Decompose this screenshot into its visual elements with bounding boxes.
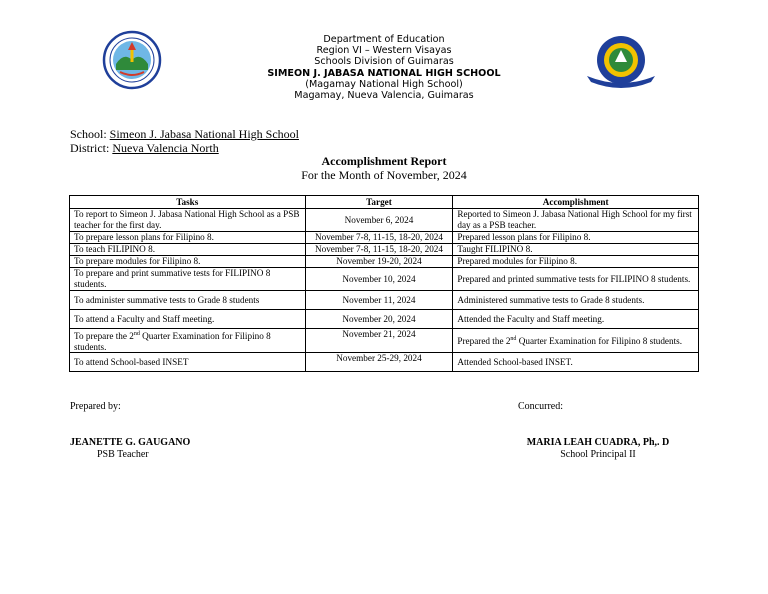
- target-cell: November 21, 2024: [305, 329, 453, 353]
- table-row: [70, 244, 699, 256]
- task-cell: To prepare lesson plans for Filipino 8.: [70, 232, 306, 244]
- accomplishment-cell: Attended School-based INSET.: [453, 353, 699, 372]
- division-seal-logo: [102, 30, 162, 90]
- table-row: [70, 310, 699, 329]
- target-cell: November 10, 2024: [305, 268, 453, 291]
- school-label: School:: [70, 127, 107, 141]
- task-text: To prepare the 2: [74, 331, 134, 342]
- target-cell: November 20, 2024: [305, 310, 453, 329]
- region-line: Region VI – Western Visayas: [316, 45, 452, 57]
- accomplishment-cell: Reported to Simeon J. Jabasa National High School for my first day as a PSB teacher.: [453, 209, 699, 232]
- accomplishment-cell: [453, 329, 699, 353]
- department-line: Department of Education: [323, 34, 445, 45]
- task-cell: To administer summative tests to Grade 8 students: [70, 291, 306, 310]
- task-cell: To teach FILIPINO 8.: [70, 244, 306, 256]
- task-cell: To report to Simeon J. Jabasa National High School as a PSB teacher for the first day.: [70, 209, 306, 232]
- school-line: [70, 128, 299, 142]
- accomplishment-cell: Attended the Faculty and Staff meeting.: [453, 310, 699, 329]
- letterhead: [200, 34, 568, 101]
- target-cell: November 11, 2024: [305, 291, 453, 310]
- district-value: Nueva Valencia North: [112, 140, 219, 155]
- accomplishment-cell: Prepared modules for Filipino 8.: [453, 256, 699, 268]
- acc-text-rest: Quarter Examination for Filipino 8 students.: [516, 336, 683, 347]
- accomplishment-cell: Prepared and printed summative tests for FILIPINO 8 students.: [453, 268, 699, 291]
- school-name: SIMEON J. JABASA NATIONAL HIGH SCHOOL: [267, 67, 501, 79]
- concurred-title: School Principal II: [560, 449, 636, 460]
- header-target: Target: [305, 196, 453, 209]
- concurred-signature: [508, 437, 688, 461]
- target-cell: November 7-8, 11-15, 18-20, 2024: [305, 244, 453, 256]
- header-accomplishment: Accomplishment: [453, 196, 699, 209]
- report-title: Accomplishment Report: [321, 154, 447, 168]
- target-cell: November 25-29, 2024: [305, 353, 453, 372]
- acc-text: Prepared the 2: [457, 336, 511, 347]
- target-cell: November 7-8, 11-15, 18-20, 2024: [305, 232, 453, 244]
- task-text-rest: Quarter Examination for Filipino 8 students.: [74, 331, 271, 352]
- school-value: Simeon J. Jabasa National High School: [109, 127, 299, 141]
- school-info: [70, 128, 299, 155]
- task-sup: nd: [133, 331, 140, 337]
- task-cell: To prepare and print summative tests for FILIPINO 8 students.: [70, 268, 306, 291]
- table-row: [70, 209, 699, 232]
- division-line: Schools Division of Guimaras: [314, 56, 454, 68]
- report-title-block: [200, 155, 568, 182]
- district-label: District:: [70, 140, 110, 155]
- task-cell: To prepare modules for Filipino 8.: [70, 256, 306, 268]
- concurred-label: Concurred:: [518, 401, 563, 412]
- accomplishment-table: [69, 195, 699, 372]
- district-line: [70, 142, 299, 156]
- prepared-label: Prepared by:: [70, 401, 121, 412]
- prepared-name: JEANETTE G. GAUGANO: [70, 437, 191, 448]
- table-row: [70, 353, 699, 372]
- acc-sup: nd: [510, 336, 517, 343]
- prepared-title: PSB Teacher: [97, 449, 149, 460]
- task-cell: [70, 329, 306, 353]
- school-seal-logo: [585, 32, 657, 94]
- address-line: Magamay, Nueva Valencia, Guimaras: [294, 90, 474, 102]
- report-subtitle: For the Month of November, 2024: [301, 167, 467, 182]
- target-cell: November 19-20, 2024: [305, 256, 453, 268]
- task-cell: To attend a Faculty and Staff meeting.: [70, 310, 306, 329]
- table-row: [70, 268, 699, 291]
- task-cell: To attend School-based INSET: [70, 353, 306, 372]
- target-cell: November 6, 2024: [305, 209, 453, 232]
- table-row: [70, 256, 699, 268]
- table-row: [70, 232, 699, 244]
- table-row: [70, 291, 699, 310]
- table-row: [70, 329, 699, 353]
- table-header-row: [70, 196, 699, 209]
- accomplishment-cell: Administered summative tests to Grade 8 students.: [453, 291, 699, 310]
- header-tasks: Tasks: [70, 196, 306, 209]
- accomplishment-cell: Taught FILIPINO 8.: [453, 244, 699, 256]
- former-name-line: (Magamay National High School): [305, 78, 463, 90]
- accomplishment-cell: Prepared lesson plans for Filipino 8.: [453, 232, 699, 244]
- concurred-name: MARIA LEAH CUADRA, Ph,. D: [526, 437, 670, 448]
- prepared-signature: [70, 437, 230, 461]
